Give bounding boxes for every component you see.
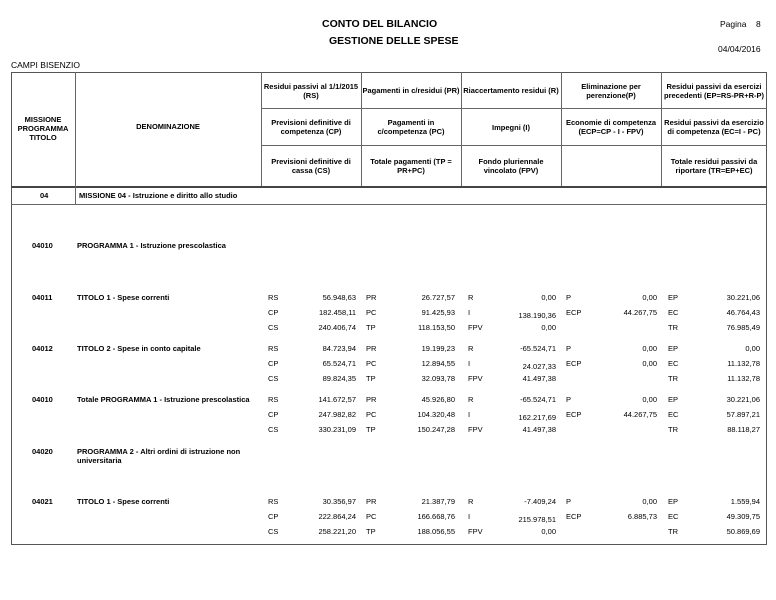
cell-value: 41.497,38 [522, 425, 556, 434]
row-code: 04012 [32, 344, 53, 353]
cell-value: 57.897,21 [726, 410, 760, 419]
cell-value: 258.221,20 [318, 527, 356, 536]
report-subtitle: GESTIONE DELLE SPESE [329, 35, 459, 47]
pr-pc-tp-label: PR [366, 344, 377, 353]
header-cs: Previsioni definitive di cassa (CS) [271, 157, 351, 175]
row-code: 04010 [32, 241, 53, 250]
header-denominazione: DENOMINAZIONE [136, 122, 200, 131]
cell-value: 0,00 [642, 497, 657, 506]
r-i-fpv-label: I [468, 308, 471, 317]
ep-ec-tr-label: TR [668, 425, 678, 434]
cell-value: 188.056,55 [417, 527, 455, 536]
cell-value: 240.406,74 [318, 323, 356, 332]
cell-value: 30.221,06 [726, 395, 760, 404]
cell-value: 0,00 [642, 359, 657, 368]
header-pr: Pagamenti in c/residui (PR) [362, 86, 460, 95]
cell-value: 12.894,55 [421, 359, 455, 368]
pr-pc-tp-label: TP [366, 425, 376, 434]
missione-code: 04 [40, 191, 49, 200]
r-i-fpv-label: FPV [468, 527, 483, 536]
r-i-fpv-label: R [468, 497, 474, 506]
cell-value: 0,00 [642, 293, 657, 302]
row-code: 04011 [32, 293, 53, 302]
pr-pc-tp-label: TP [366, 527, 376, 536]
p-ecp-label: ECP [566, 410, 582, 419]
p-ecp-label: P [566, 344, 572, 353]
rs-cp-cs-label: CS [268, 527, 279, 536]
header-missione: MISSIONE PROGRAMMA TITOLO [17, 114, 69, 142]
missione-divider [75, 186, 76, 204]
rs-cp-cs-label: CP [268, 410, 279, 419]
header-ep: Residui passivi da esercizi precedenti (EP=RS-PR+R-P) [663, 81, 765, 100]
cell-value: 222.864,24 [318, 512, 356, 521]
header-r: Riaccertamento residui (R) [463, 86, 559, 95]
cell-value: 0,00 [642, 344, 657, 353]
p-ecp-label: P [566, 395, 572, 404]
ep-ec-tr-label: EP [668, 395, 679, 404]
missione-rule [11, 204, 767, 205]
cell-value: 0,00 [541, 323, 556, 332]
cell-value: 26.727,57 [421, 293, 455, 302]
rs-cp-cs-label: CP [268, 512, 279, 521]
pr-pc-tp-label: TP [366, 323, 376, 332]
r-i-fpv-label: FPV [468, 323, 483, 332]
p-ecp-label: P [566, 497, 572, 506]
rs-cp-cs-label: RS [268, 344, 279, 353]
cell-value: 30.356,97 [322, 497, 356, 506]
cell-value: 49.309,75 [726, 512, 760, 521]
pr-pc-tp-label: PC [366, 410, 377, 419]
header-bottom-rule [11, 186, 767, 188]
row-name: TITOLO 2 - Spese in conto capitale [77, 344, 201, 353]
pr-pc-tp-label: PR [366, 395, 377, 404]
page-number: 8 [756, 19, 761, 29]
rs-cp-cs-label: RS [268, 293, 279, 302]
cell-value: 21.387,79 [421, 497, 455, 506]
row-name: PROGRAMMA 1 - Istruzione prescolastica [77, 241, 226, 250]
ep-ec-tr-label: EP [668, 497, 679, 506]
cell-value: 215.978,51 [518, 515, 556, 524]
cell-value: 32.093,78 [421, 374, 455, 383]
pr-pc-tp-label: PC [366, 512, 377, 521]
cell-value: 84.723,94 [322, 344, 356, 353]
cell-value: 44.267,75 [623, 308, 657, 317]
rs-cp-cs-label: CP [268, 308, 279, 317]
r-i-fpv-label: R [468, 293, 474, 302]
pr-pc-tp-label: PC [366, 308, 377, 317]
ep-ec-tr-label: EC [668, 512, 679, 521]
header-ecp: Economie di competenza (ECP=CP - I - FPV) [565, 118, 657, 136]
cell-value: 0,00 [541, 527, 556, 536]
header-cp: Previsioni definitive di competenza (CP) [271, 118, 351, 136]
p-ecp-label: P [566, 293, 572, 302]
r-i-fpv-label: R [468, 344, 474, 353]
p-ecp-label: ECP [566, 512, 582, 521]
rs-cp-cs-label: CS [268, 323, 279, 332]
cell-value: 0,00 [642, 395, 657, 404]
cell-value: 247.982,82 [318, 410, 356, 419]
header-tr: Totale residui passivi da riportare (TR=EP+EC) [670, 157, 758, 175]
cell-value: 11.132,78 [727, 374, 760, 383]
cell-value: 138.190,36 [518, 311, 556, 320]
ep-ec-tr-label: EC [668, 308, 679, 317]
header-ec: Residui passivi da esercizio di competenza (EC=I - PC) [664, 118, 764, 136]
cell-value: 30.221,06 [726, 293, 760, 302]
cell-value: 41.497,38 [522, 374, 556, 383]
header-pc: Pagamenti in c/competenza (PC) [377, 118, 445, 136]
rs-cp-cs-label: RS [268, 395, 279, 404]
cell-value: 11.132,78 [727, 359, 760, 368]
pr-pc-tp-label: TP [366, 374, 376, 383]
r-i-fpv-label: R [468, 395, 474, 404]
cell-value: 166.668,76 [417, 512, 455, 521]
cell-value: 141.672,57 [318, 395, 356, 404]
cell-value: 45.926,80 [421, 395, 455, 404]
row-name: TITOLO 1 - Spese correnti [77, 497, 170, 506]
cell-value: 118.153,50 [418, 323, 455, 332]
p-ecp-label: ECP [566, 308, 582, 317]
page-label: Pagina [720, 19, 747, 29]
row-code: 04010 [32, 395, 53, 404]
row-code: 04020 [32, 447, 53, 456]
ep-ec-tr-label: EP [668, 344, 679, 353]
row-name: Totale PROGRAMMA 1 - Istruzione prescolastica [77, 395, 250, 404]
header-i: Impegni (I) [492, 122, 530, 132]
r-i-fpv-label: FPV [468, 425, 483, 434]
missione-name: MISSIONE 04 - Istruzione e diritto allo studio [79, 191, 238, 200]
entity-name: CAMPI BISENZIO [11, 60, 80, 70]
cell-value: 0,00 [541, 293, 556, 302]
header-p: Eliminazione per perenzione(P) [581, 81, 641, 100]
cell-value: 182.458,11 [319, 308, 356, 317]
cell-value: -7.409,24 [524, 497, 556, 506]
cell-value: 6.885,73 [627, 512, 657, 521]
rs-cp-cs-label: RS [268, 497, 279, 506]
cell-value: 44.267,75 [623, 410, 657, 419]
ep-ec-tr-label: TR [668, 527, 678, 536]
cell-value: 150.247,28 [417, 425, 455, 434]
row-name: PROGRAMMA 2 - Altri ordini di istruzione non universitaria [77, 447, 241, 465]
ep-ec-tr-label: EC [668, 410, 679, 419]
r-i-fpv-label: FPV [468, 374, 483, 383]
header-fpv: Fondo pluriennale vincolato (FPV) [478, 157, 544, 175]
cell-value: -65.524,71 [520, 344, 556, 353]
rs-cp-cs-label: CP [268, 359, 279, 368]
pr-pc-tp-label: PC [366, 359, 377, 368]
cell-value: -65.524,71 [520, 395, 556, 404]
cell-value: 19.199,23 [421, 344, 455, 353]
header-tp: Totale pagamenti (TP = PR+PC) [370, 157, 452, 175]
rs-cp-cs-label: CS [268, 425, 279, 434]
cell-value: 0,00 [745, 344, 760, 353]
cell-value: 76.985,49 [726, 323, 760, 332]
row-code: 04021 [32, 497, 53, 506]
cell-value: 91.425,93 [421, 308, 455, 317]
r-i-fpv-label: I [468, 512, 471, 521]
cell-value: 104.320,48 [417, 410, 455, 419]
rs-cp-cs-label: CS [268, 374, 279, 383]
ep-ec-tr-label: TR [668, 323, 678, 332]
pr-pc-tp-label: PR [366, 497, 377, 506]
header-rs: Residui passivi al 1/1/2015 (RS) [263, 81, 359, 100]
cell-value: 56.948,63 [322, 293, 356, 302]
r-i-fpv-label: I [468, 359, 471, 368]
report-title: CONTO DEL BILANCIO [322, 18, 438, 30]
cell-value: 330.231,09 [318, 425, 356, 434]
cell-value: 1.559,94 [730, 497, 760, 506]
report-date: 04/04/2016 [718, 44, 761, 54]
p-ecp-label: ECP [566, 359, 582, 368]
ep-ec-tr-label: EC [668, 359, 679, 368]
row-name: TITOLO 1 - Spese correnti [77, 293, 170, 302]
cell-value: 88.118,27 [727, 425, 760, 434]
pr-pc-tp-label: PR [366, 293, 377, 302]
cell-value: 24.027,33 [522, 362, 556, 371]
ep-ec-tr-label: EP [668, 293, 679, 302]
cell-value: 65.524,71 [322, 359, 356, 368]
cell-value: 162.217,69 [518, 413, 556, 422]
r-i-fpv-label: I [468, 410, 471, 419]
cell-value: 46.764,43 [726, 308, 760, 317]
cell-value: 89.824,35 [322, 374, 356, 383]
ep-ec-tr-label: TR [668, 374, 678, 383]
cell-value: 50.869,69 [726, 527, 760, 536]
